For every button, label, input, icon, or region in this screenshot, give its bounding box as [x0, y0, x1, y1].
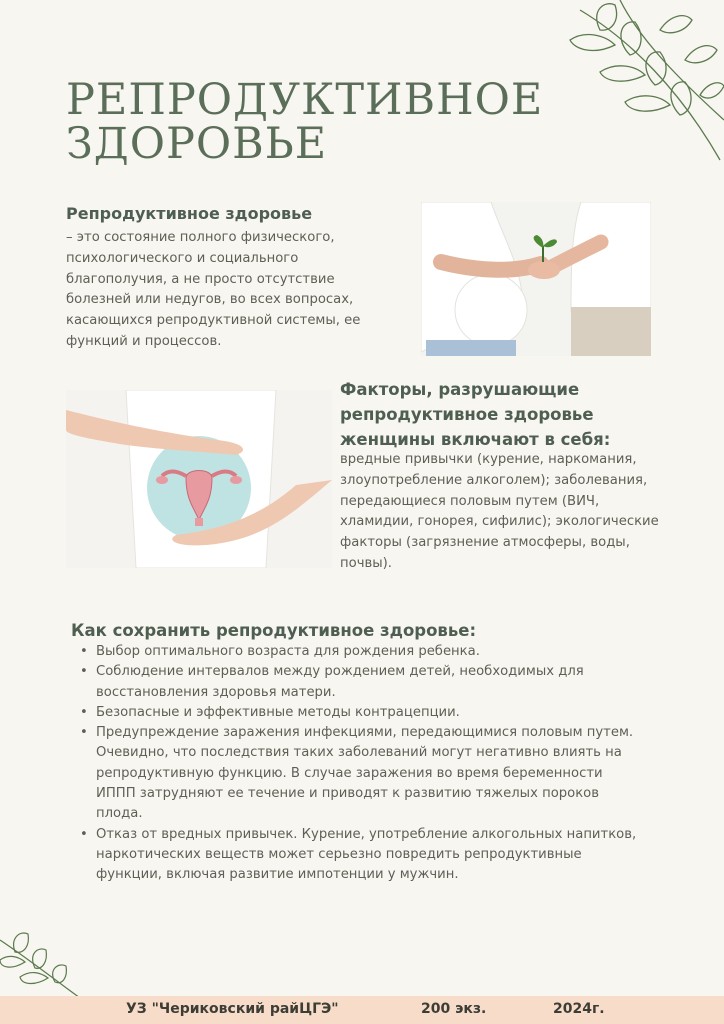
list-item: • Отказ от вредных привычек. Курение, употребление алкогольных напитков, наркотических веществ может серьезно повредить репродуктивные функции, включая развитие импотенции у мужчин.: [78, 825, 638, 886]
list-item: • Соблюдение интервалов между рождением детей, необходимых для восстановления здоровья матери.: [78, 662, 638, 703]
keep-health-list: [78, 642, 638, 886]
definition-text: – это состояние полного физического, психологического и социального благополучия, а не просто отсутствие болезней или недугов, во всех вопросах, касающихся репродуктивной системы, ее функций и процессов.: [66, 230, 361, 349]
footer-year: 2024г.: [553, 1001, 605, 1017]
title-line-1: РЕПРОДУКТИВНОЕ: [66, 75, 544, 125]
leaf-decoration-top-right: [560, 0, 724, 165]
title-line-2: ЗДОРОВЬЕ: [66, 119, 328, 169]
factors-heading: Факторы, разрушающие репродуктивное здоровье женщины включают в себя:: [340, 380, 611, 449]
keep-health-heading: Как сохранить репродуктивное здоровье:: [71, 621, 477, 640]
footer-organization: УЗ "Чериковский райЦГЭ": [126, 1001, 339, 1017]
factors-text: вредные привычки (курение, наркомания, злоупотребление алкоголем); заболевания, передающиеся половым путем (ВИЧ, хламидии, гонорея, сифилис); экологические факторы (загрязнение атмосферы, воды, почвы).: [340, 452, 659, 571]
page-title: [66, 75, 544, 169]
footer-band: [0, 996, 724, 1024]
pregnancy-sprout-photo: [421, 202, 651, 356]
leaf-decoration-bottom-left: [0, 930, 90, 1000]
list-item: • Безопасные и эффективные методы контрацепции.: [78, 703, 638, 723]
uterus-hands-photo: [66, 390, 332, 568]
footer-copies: 200 экз.: [421, 1001, 487, 1017]
list-item: • Предупреждение заражения инфекциями, передающимися половым путем. Очевидно, что последствия таких заболеваний могут негативно влиять на репродуктивную функцию. В случае заражения во время беременности ИППП затрудняют ее течение и приводят к развитию тяжелых пороков плода.: [78, 723, 638, 824]
list-item: • Выбор оптимального возраста для рождения ребенка.: [78, 642, 638, 662]
definition-heading: Репродуктивное здоровье: [66, 204, 313, 223]
